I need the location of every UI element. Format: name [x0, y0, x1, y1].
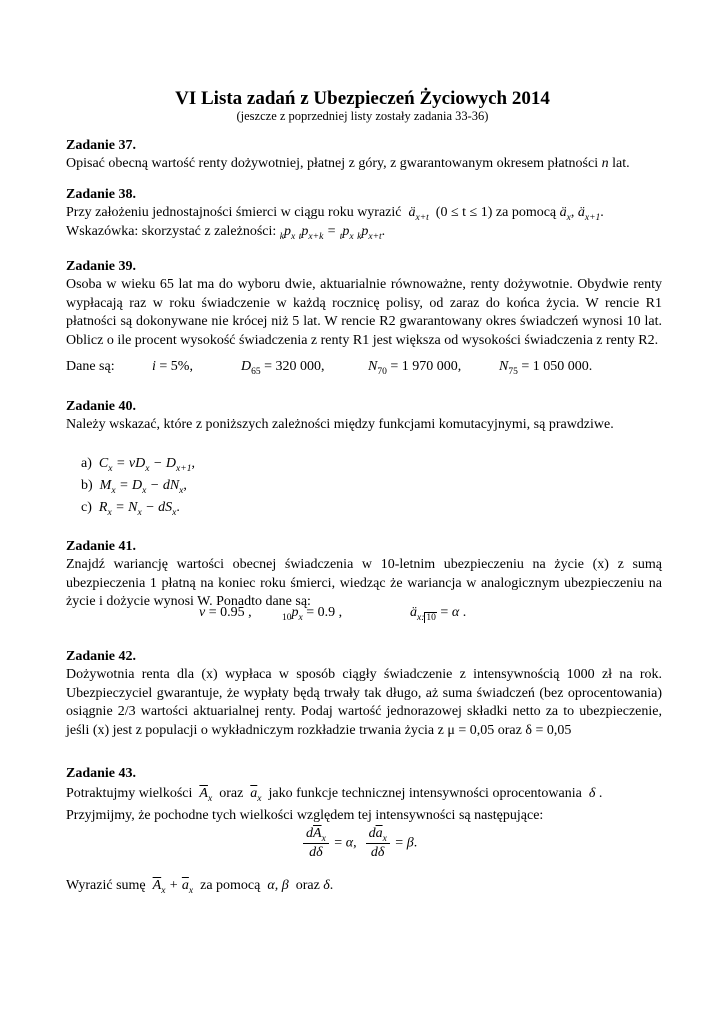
task-text: Znajdź wariancję wartości obecnej świadczenia w 10-letnim ubezpieczeniu na życie (x) z sumą ubezpieczenia 1 płatną na koniec roku śmierci, wiedząc że wariancja w analogicznym ubezpieczeniu na życie i dożycie wynosi W. Ponadto dane są: — [66, 557, 662, 610]
option-c: c) $R_x = N_x - dS_x$. — [81, 500, 180, 518]
task-43-line-3: Wyrazić sumę $\overline{A}_x + \overline{a}_x$ za pomocą α, β oraz δ. — [66, 878, 334, 896]
task-heading: Zadanie 39. — [66, 259, 137, 274]
task-heading: Zadanie 43. — [66, 766, 137, 781]
task-text: Dożywotnia renta dla (x) wypłaca w sposób ciągły świadczenie z intensywnością 1000 zł na rok. Ubezpieczyciel gwarantuje, że wypłaty będą trwały tak długo, aż suma świadczeń (bez oprocentowania) osiągnie 2/3 wartości aktuarialnej renty. Podaj wartość jednorazowej składki netto za to ubezpieczenie, jeśli (x) jest z populacji o wykładniczym rozkładzie trwania życia z μ = 0,05 oraz δ = 0,05 — [66, 667, 662, 738]
task-43 — [66, 765, 662, 825]
formula-a-x-t: $ä_{x+t}$ — [408, 205, 429, 224]
task-heading: Zadanie 42. — [66, 649, 137, 664]
task-41-given-annuity: $ä_{x: 10} = \alpha$ . — [410, 605, 467, 623]
task-hint: Wskazówka: skorzystać z zależności: $_kp_x$ $_tp_{x+k} = _tp_x$ $_kp_{x+t}$. — [66, 223, 386, 242]
given-i: i = 5%, — [152, 359, 193, 374]
task-heading: Zadanie 37. — [66, 138, 137, 153]
task-heading: Zadanie 38. — [66, 187, 137, 202]
formula-identity: $_kp_x$ $_tp_{x+k} = _tp_x$ $_kp_{x+t}$ — [279, 223, 382, 242]
page-subtitle: (jeszcze z poprzedniej listy zostały zadania 33-36) — [236, 109, 489, 123]
task-41-given-v: v = 0.95 , — [199, 605, 252, 620]
task-heading: Zadanie 41. — [66, 539, 137, 554]
task-38 — [66, 186, 662, 241]
task-line-1: Potraktujmy wielkości $\overline{A}_x$ oraz $\overline{a}_x$ jako funkcje technicznej intensywności oprocentowania δ . — [66, 786, 603, 805]
task-41-given-p: $_{10}p_x = 0.9$ , — [282, 605, 343, 623]
task-text: Przy założeniu jednostajności śmierci w ciągu roku wyrazić $ä_{x+t}$ (0 ≤ t ≤ 1) za pomocą $ä_x$, $ä_{x+1}$. — [66, 205, 604, 224]
task-text: Należy wskazać, które z poniższych zależności między funkcjami komutacyjnymi, są prawdziwe. — [66, 417, 614, 433]
page-title: VI Lista zadań z Ubezpieczeń Życiowych 2014 — [175, 88, 550, 109]
task-39-given: Dane są: i = 5%, $D_{65} = 320$ 000, $N_{70} = 1$ 970 000, $N_{75} = 1$ 050 000. — [66, 359, 593, 377]
given-n75: $N_{75} = 1$ 050 000. — [499, 359, 593, 377]
task-39 — [66, 258, 662, 350]
task-37 — [66, 137, 662, 174]
option-b: b) $M_x = D_x - dN_x$, — [81, 478, 187, 496]
given-d65: $D_{65} = 320$ 000, — [241, 359, 325, 377]
formula-a-x: $ä_x$ — [559, 205, 571, 224]
task-heading: Zadanie 40. — [66, 399, 137, 414]
task-text: Opisać obecną wartość renty dożywotniej, płatnej z góry, z gwarantowanym okresem płatności n lat. — [66, 156, 630, 172]
task-43-derivatives: $\frac{d\overline{A}_x}{d\delta}$ = α, $\frac{d\overline{a}_x}{d\delta}$ = β. — [301, 826, 417, 861]
task-42 — [66, 648, 662, 740]
option-a: a) $C_x = vD_x - D_{x+1}$, — [81, 456, 195, 474]
task-line-2: Przyjmijmy, że pochodne tych wielkości względem tej intensywności są następujące: — [66, 807, 544, 823]
task-40 — [66, 398, 662, 435]
task-41 — [66, 538, 662, 612]
task-text: Osoba w wieku 65 lat ma do wyboru dwie, aktuarialnie równoważne, renty dożywotnie. Obydwie renty wypłacają raz w roku świadczenie w każdą rocznicę polisy, od zaraz do końca życia. W rencie R1 płatności są dokonywane nie krócej niż 5 lat. W rencie R2 gwarantowany okres świadczeń wynosi 10 lat. Oblicz o ile procent wysokość świadczenia z renty R1 jest większa od wysokości świadczenia z renty R2. — [66, 277, 662, 348]
given-n70: $N_{70} = 1$ 970 000, — [368, 359, 462, 377]
formula-a-x1: $ä_{x+1}$ — [577, 205, 601, 224]
